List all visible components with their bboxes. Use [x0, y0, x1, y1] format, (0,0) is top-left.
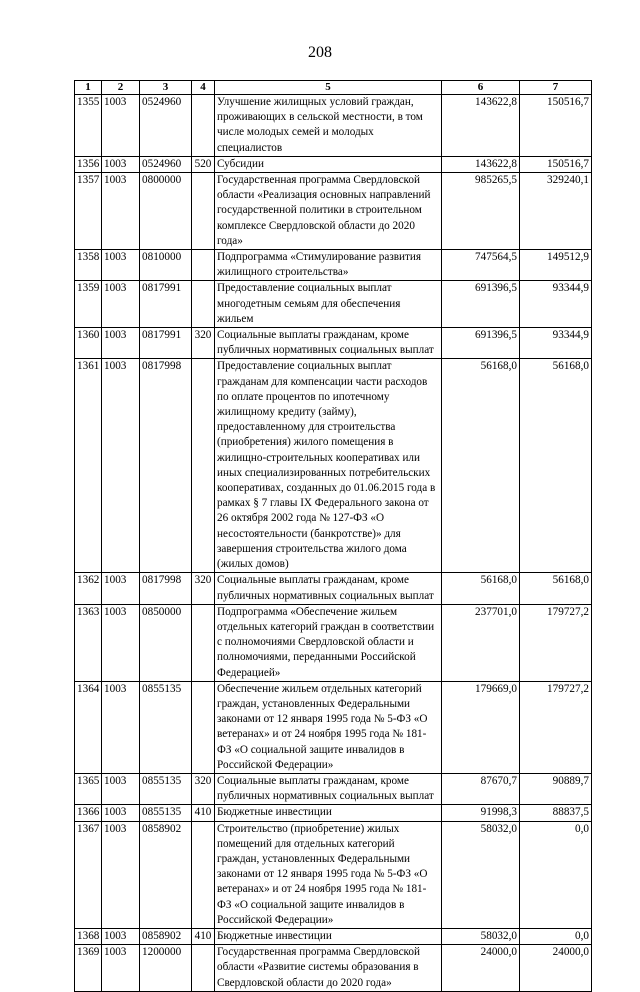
row-number: 1358 [75, 250, 102, 281]
item-name: Бюджетные инвестиции [215, 805, 442, 821]
expense-type-code: 320 [192, 773, 215, 804]
item-name: Подпрограмма «Обеспечение жильем отдельных категорий граждан в соответствии с полномочиями Свердловской области и полномочиями, переданными Российской Федерацией» [215, 604, 442, 681]
section-code: 1003 [102, 359, 140, 573]
amount-col-7: 329240,1 [520, 173, 592, 250]
row-number: 1362 [75, 573, 102, 604]
amount-col-7: 24000,0 [520, 945, 592, 992]
target-code: 0810000 [140, 250, 192, 281]
target-code: 0855135 [140, 805, 192, 821]
table-row [75, 821, 592, 928]
header-col-2: 2 [102, 81, 140, 95]
amount-col-6: 985265,5 [442, 173, 520, 250]
amount-col-7: 179727,2 [520, 681, 592, 773]
row-number: 1363 [75, 604, 102, 681]
item-name: Бюджетные инвестиции [215, 928, 442, 944]
amount-col-6: 691396,5 [442, 281, 520, 328]
amount-col-6: 56168,0 [442, 359, 520, 573]
row-number: 1368 [75, 928, 102, 944]
amount-col-6: 91998,3 [442, 805, 520, 821]
item-name: Обеспечение жильем отдельных категорий граждан, установленных Федеральными законами от 12 января 1995 года № 5-ФЗ «О ветеранах» и от 24 ноября 1995 года № 181-ФЗ «О социальной защите инвалидов в Российской Федерации» [215, 681, 442, 773]
amount-col-7: 93344,9 [520, 281, 592, 328]
target-code: 0817998 [140, 573, 192, 604]
section-code: 1003 [102, 281, 140, 328]
table-header-row [75, 81, 592, 95]
item-name: Предоставление социальных выплат гражданам для компенсации части расходов по оплате процентов по ипотечному жилищному кредиту (займу), предоставленному для строительства (приобретения) жилого помещения в жилищно-строительных кооперативах или иных специализированных потребительских кооперативах, созданных до 01.06.2015 года в рамках § 7 главы IX Федерального закона от 26 октября 2002 года № 127-ФЗ «О несостоятельности (банкротстве)» для завершения строительства жилого дома (жилых домов) [215, 359, 442, 573]
amount-col-6: 143622,8 [442, 95, 520, 157]
amount-col-6: 179669,0 [442, 681, 520, 773]
target-code: 0524960 [140, 95, 192, 157]
item-name: Социальные выплаты гражданам, кроме публичных нормативных социальных выплат [215, 773, 442, 804]
section-code: 1003 [102, 95, 140, 157]
expense-type-code [192, 359, 215, 573]
section-code: 1003 [102, 604, 140, 681]
target-code: 0524960 [140, 156, 192, 172]
expense-type-code: 320 [192, 328, 215, 359]
target-code: 0817998 [140, 359, 192, 573]
section-code: 1003 [102, 250, 140, 281]
table-row [75, 95, 592, 157]
section-code: 1003 [102, 821, 140, 928]
table-row [75, 805, 592, 821]
row-number: 1367 [75, 821, 102, 928]
target-code: 1200000 [140, 945, 192, 992]
amount-col-7: 90889,7 [520, 773, 592, 804]
item-name: Социальные выплаты гражданам, кроме публичных нормативных социальных выплат [215, 573, 442, 604]
expense-type-code: 410 [192, 928, 215, 944]
amount-col-6: 56168,0 [442, 573, 520, 604]
section-code: 1003 [102, 805, 140, 821]
table-row [75, 928, 592, 944]
row-number: 1355 [75, 95, 102, 157]
table-row [75, 604, 592, 681]
table-row [75, 359, 592, 573]
table-row [75, 250, 592, 281]
row-number: 1361 [75, 359, 102, 573]
amount-col-6: 24000,0 [442, 945, 520, 992]
amount-col-7: 179727,2 [520, 604, 592, 681]
row-number: 1364 [75, 681, 102, 773]
item-name: Социальные выплаты гражданам, кроме публичных нормативных социальных выплат [215, 328, 442, 359]
section-code: 1003 [102, 156, 140, 172]
header-col-6: 6 [442, 81, 520, 95]
header-col-5: 5 [215, 81, 442, 95]
amount-col-7: 0,0 [520, 821, 592, 928]
table-row [75, 281, 592, 328]
amount-col-6: 58032,0 [442, 821, 520, 928]
amount-col-7: 88837,5 [520, 805, 592, 821]
section-code: 1003 [102, 928, 140, 944]
header-col-4: 4 [192, 81, 215, 95]
page-number: 208 [308, 44, 332, 61]
table-row [75, 173, 592, 250]
header-col-3: 3 [140, 81, 192, 95]
section-code: 1003 [102, 573, 140, 604]
row-number: 1365 [75, 773, 102, 804]
item-name: Государственная программа Свердловской области «Развитие системы образования в Свердловской области до 2020 года» [215, 945, 442, 992]
amount-col-6: 143622,8 [442, 156, 520, 172]
row-number: 1357 [75, 173, 102, 250]
amount-col-7: 56168,0 [520, 359, 592, 573]
header-col-7: 7 [520, 81, 592, 95]
row-number: 1366 [75, 805, 102, 821]
table-row [75, 773, 592, 804]
expense-type-code [192, 945, 215, 992]
expense-type-code [192, 250, 215, 281]
header-col-1: 1 [75, 81, 102, 95]
expense-type-code [192, 95, 215, 157]
table-row [75, 945, 592, 992]
table-row [75, 573, 592, 604]
expense-type-code [192, 821, 215, 928]
table-row [75, 328, 592, 359]
expense-type-code [192, 173, 215, 250]
amount-col-6: 747564,5 [442, 250, 520, 281]
amount-col-7: 93344,9 [520, 328, 592, 359]
item-name: Государственная программа Свердловской области «Реализация основных направлений государственной политики в строительном комплексе Свердловской области до 2020 года» [215, 173, 442, 250]
target-code: 0855135 [140, 681, 192, 773]
expense-type-code [192, 604, 215, 681]
target-code: 0850000 [140, 604, 192, 681]
expense-type-code [192, 681, 215, 773]
item-name: Улучшение жилищных условий граждан, проживающих в сельской местности, в том числе молодых семей и молодых специалистов [215, 95, 442, 157]
target-code: 0855135 [140, 773, 192, 804]
target-code: 0817991 [140, 328, 192, 359]
row-number: 1356 [75, 156, 102, 172]
section-code: 1003 [102, 328, 140, 359]
amount-col-6: 237701,0 [442, 604, 520, 681]
budget-table [74, 80, 592, 992]
target-code: 0817991 [140, 281, 192, 328]
expense-type-code: 520 [192, 156, 215, 172]
table-row [75, 156, 592, 172]
amount-col-7: 0,0 [520, 928, 592, 944]
expense-type-code [192, 281, 215, 328]
amount-col-7: 150516,7 [520, 156, 592, 172]
amount-col-7: 56168,0 [520, 573, 592, 604]
section-code: 1003 [102, 773, 140, 804]
section-code: 1003 [102, 173, 140, 250]
amount-col-6: 58032,0 [442, 928, 520, 944]
item-name: Подпрограмма «Стимулирование развития жилищного строительства» [215, 250, 442, 281]
amount-col-7: 149512,9 [520, 250, 592, 281]
amount-col-7: 150516,7 [520, 95, 592, 157]
row-number: 1359 [75, 281, 102, 328]
section-code: 1003 [102, 681, 140, 773]
target-code: 0800000 [140, 173, 192, 250]
item-name: Субсидии [215, 156, 442, 172]
expense-type-code: 410 [192, 805, 215, 821]
item-name: Предоставление социальных выплат многодетным семьям для обеспечения жильем [215, 281, 442, 328]
row-number: 1360 [75, 328, 102, 359]
target-code: 0858902 [140, 821, 192, 928]
section-code: 1003 [102, 945, 140, 992]
table-row [75, 681, 592, 773]
amount-col-6: 691396,5 [442, 328, 520, 359]
target-code: 0858902 [140, 928, 192, 944]
item-name: Строительство (приобретение) жилых помещений для отдельных категорий граждан, установленных Федеральными законами от 12 января 1995 года № 5-ФЗ «О ветеранах» и от 24 ноября 1995 года № 181-ФЗ «О социальной защите инвалидов в Российской Федерации» [215, 821, 442, 928]
amount-col-6: 87670,7 [442, 773, 520, 804]
row-number: 1369 [75, 945, 102, 992]
expense-type-code: 320 [192, 573, 215, 604]
